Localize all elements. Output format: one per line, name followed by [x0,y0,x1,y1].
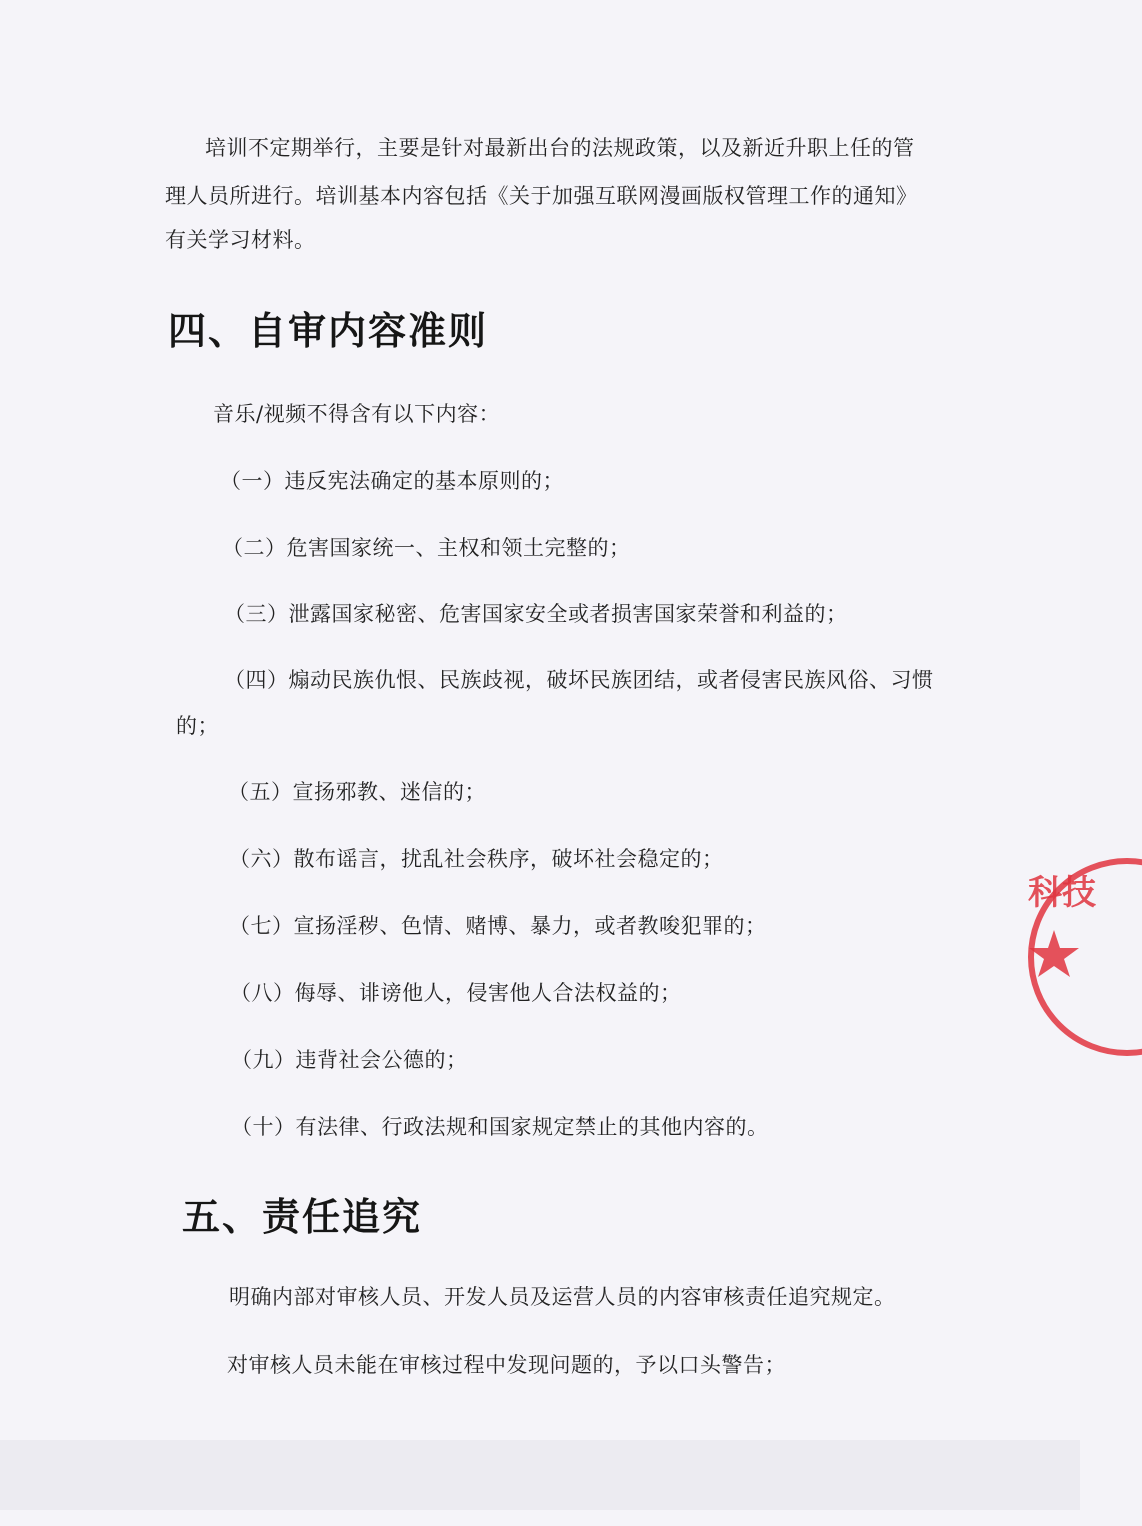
section-4-heading: 四、自审内容准则 [168,309,489,353]
intro-line-2: 理人员所进行。培训基本内容包括《关于加强互联网漫画版权管理工作的通知》 [165,184,918,208]
section-4-lead: 音乐/视频不得含有以下内容： [213,402,501,426]
list-item: （三）泄露国家秘密、危害国家安全或者损害国家荣誉和利益的； [224,602,848,626]
company-seal [1022,852,1142,1062]
list-item: （七）宣扬淫秽、色情、赌博、暴力，或者教唆犯罪的； [229,914,767,938]
intro-line-3: 有关学习材料。 [165,228,316,252]
list-item: （二）危害国家统一、主权和领土完整的； [222,536,631,560]
list-item-continuation: 的； [176,714,219,738]
seal-star-icon [1029,930,1079,977]
list-item: （五）宣扬邪教、迷信的； [228,780,486,804]
section-5-paragraph-2: 对审核人员未能在审核过程中发现问题的，予以口头警告； [227,1353,786,1377]
seal-text: 科技 [1028,873,1096,913]
section-5-heading: 五、责任追究 [182,1195,423,1239]
list-item: （六）散布谣言，扰乱社会秩序，破坏社会稳定的； [229,847,724,871]
section-5-paragraph-1: 明确内部对审核人员、开发人员及运营人员的内容审核责任追究规定。 [229,1285,896,1309]
list-item: （十）有法律、行政法规和国家规定禁止的其他内容的。 [231,1115,769,1139]
list-item: （一）违反宪法确定的基本原则的； [220,469,564,493]
scan-shadow-band [0,1440,1080,1510]
list-item: （四）煽动民族仇恨、民族歧视，破坏民族团结，或者侵害民族风俗、习惯 [224,668,934,692]
list-item: （九）违背社会公德的； [231,1048,468,1072]
intro-line-1: 培训不定期举行，主要是针对最新出台的法规政策，以及新近升职上任的管 [205,136,915,160]
list-item: （八）侮辱、诽谤他人，侵害他人合法权益的； [230,981,682,1005]
